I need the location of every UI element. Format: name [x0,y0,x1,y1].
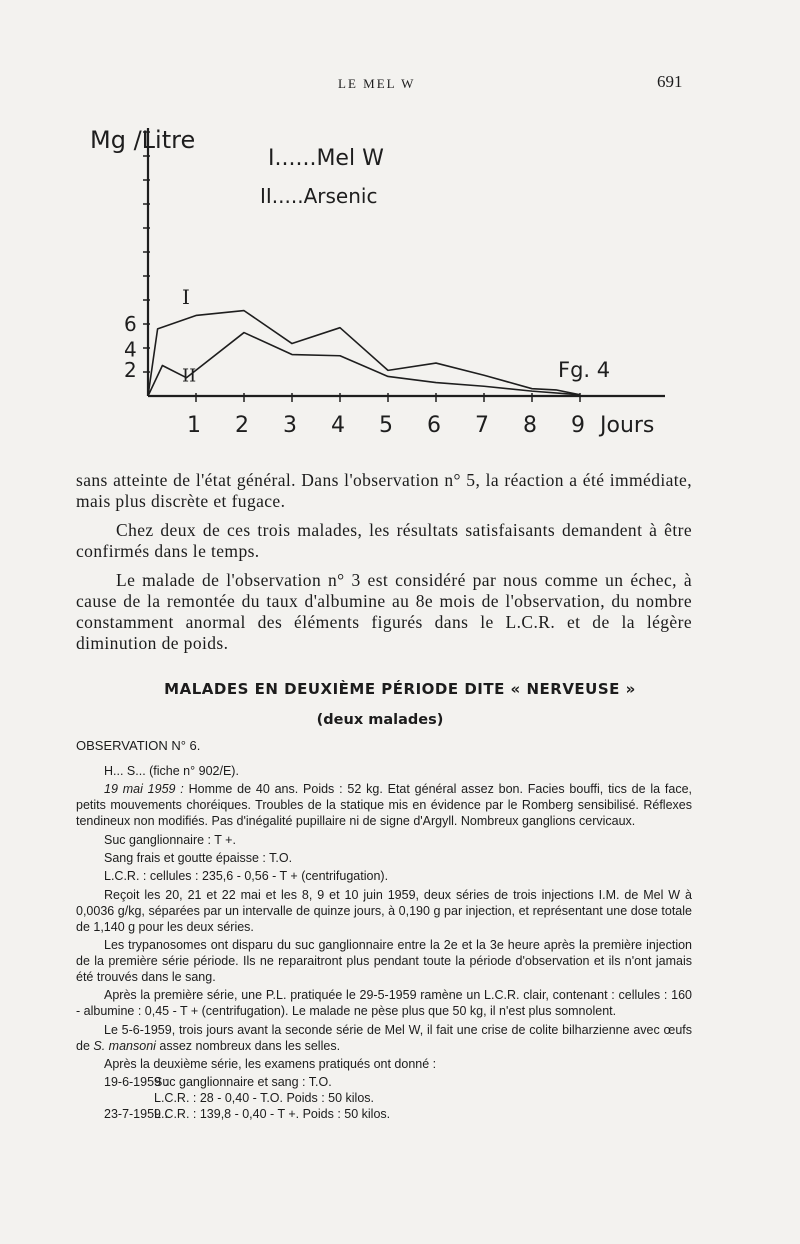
x-tick-label: 7 [475,413,489,438]
x-tick-label: 1 [187,413,201,438]
observation-line: H... S... (fiche n° 902/E). [104,764,239,778]
page-number: 691 [657,72,683,91]
running-title: LE MEL W [338,76,416,91]
observation-line: Après la deuxième série, les examens pratiqués ont donné : [104,1056,437,1071]
observation-line: Suc ganglionnaire : T +. [104,832,236,847]
legend-item-arsenic: II.....Arsenic [260,184,378,208]
x-unit-label: Jours [600,413,655,438]
y-axis-label: Mg /Litre [90,126,196,154]
observation-date: 19 mai 1959 : [104,782,184,797]
x-tick-label: 2 [235,413,249,438]
paragraph: sans atteinte de l'état général. Dans l'observation n° 5, la réaction a été immédiate, mais plus discrète et fugace. [76,470,692,511]
y-tick-label: 4 [124,337,137,362]
y-tick-label: 6 [124,311,137,336]
body-paragraphs [76,470,692,654]
x-tick-label: 8 [523,413,537,438]
x-tick-label: 5 [379,413,393,438]
curve-label: I [182,285,190,310]
paragraph: Chez deux de ces trois malades, les résultats satisfaisants demandent à être confirmés dans le temps. [76,520,692,561]
observation-line: L.C.R. : cellules : 235,6 - 0,56 - T + (centrifugation). [104,869,389,884]
observation-line: Les trypanosomes ont disparu du suc ganglionnaire entre la 2e et la 3e heure après la première injection de la première série période. Ils ne reparaitront plus pendant toute la période d'observation et ils n'ont jamais été trouvés dans le sang. [76,938,692,984]
species-name: S. mansoni [93,1038,156,1053]
x-tick-label: 9 [571,413,585,438]
observation-line: Reçoit les 20, 21 et 22 mai et les 8, 9 et 10 juin 1959, deux séries de trois injections I.M. de Mel W à 0,0036 g/kg, séparées par un intervalle de quinze jours, à 0,190 g par injection, et représentant une dose totale de 1,140 g pour les deux séries. [76,887,692,934]
exam-row: 19-6-1959 : Suc ganglionnaire et sang : T.O. [104,1075,332,1090]
exam-row: L.C.R. : 28 - 0,40 - T.O. Poids : 50 kilos. [154,1091,375,1106]
section-title: MALADES EN DEUXIÈME PÉRIODE DITE « NERVEUSE » [164,680,636,698]
curve-label: II [182,365,197,387]
section-subtitle: (deux malades) [316,712,444,728]
paragraph: Le malade de l'observation n° 3 est considéré par nous comme un échec, à cause de la remontée du taux d'albumine au 8e mois de l'observation, du nombre constamment anormal des éléments figurés dans le L.C.R. et de la légère diminution de poids. [76,570,692,653]
observation-text [76,764,692,1123]
series-line-ii [148,333,580,396]
observation-line: Le 5-6-1959, trois jours avant la seconde série de Mel W, il fait une crise de colite bilharzienne avec œufs de S. mansoni assez nombreux dans les selles. [76,1022,692,1053]
x-tick-label: 4 [331,413,345,438]
observation-line: Sang frais et goutte épaisse : T.O. [104,851,293,866]
x-tick-label: 3 [283,413,297,438]
x-tick-label: 6 [427,413,441,438]
figure-label: Fg. 4 [558,358,611,382]
observation-line: 19 mai 1959 : Homme de 40 ans. Poids : 52 kg. Etat général assez bon. Facies bouffi, tics de la face, petits mouvements choréiques. Troubles de la statique mis en évidence par le Romberg sensibilisé. Réflexes tendineux non modifiés. Pas d'inégalité pupillaire ni de signe d'Argyll. Nombreux ganglions cervicaux. [76,782,692,829]
observation-title: OBSERVATION N° 6. [76,738,201,753]
observation-line: Après la première série, une P.L. pratiquée le 29-5-1959 ramène un L.C.R. clair, contenant : cellules : 160 - albumine : 0,45 - T + (centrifugation). Le malade ne pèse plus que 50 kg, il n'est plus somnolent. [76,988,692,1019]
legend-item-mel-w: I......Mel W [268,146,384,171]
y-tick-label: 2 [124,358,137,383]
figure-4 [80,110,680,440]
exam-row: 23-7-1959 : L.C.R. : 139,8 - 0,40 - T +. Poids : 50 kilos. [104,1107,391,1122]
series-line-i [148,311,580,396]
